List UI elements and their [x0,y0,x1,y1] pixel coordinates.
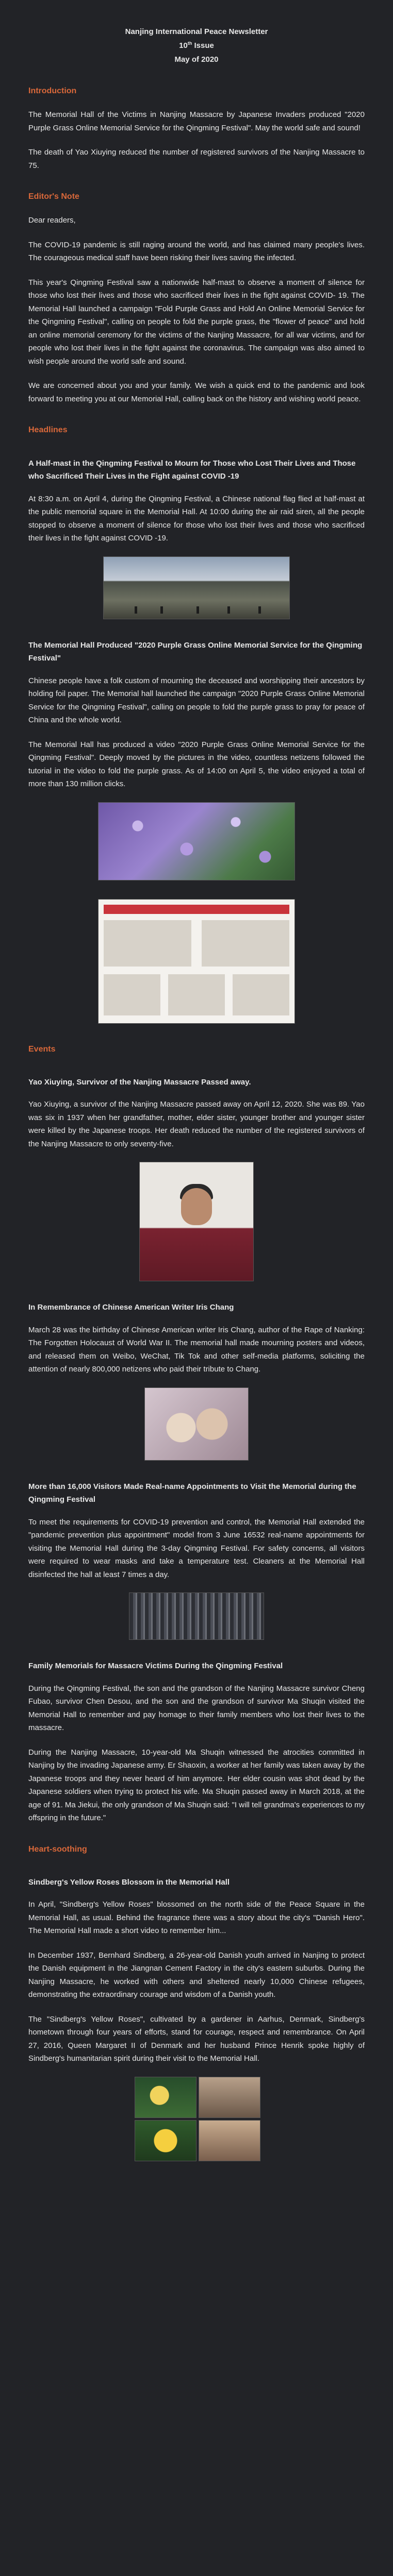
survivor-portrait-photo [139,1162,254,1281]
web-block [202,920,289,967]
event4-body: During the Nanjing Massacre, 10-year-old Ma Shuqin witnessed the atrocities committed in Nanjing by the invading Japanese army. Er Shaoxin, a worker at her family was taken away by the Japanese troops and they never heard of him anymore. Her elder cousin was shot dead by the Japanese soldiers when trying to protect his wife. Ma Shuqin passed away in March 2018, at the age of 91. Ma Jiekui, the only grandson of Ma Shuqin said: "I will tell grandma's experiences to my offspring in the future." [28,1748,365,1823]
event2-title: In Remembrance of Chinese American Writer Iris Chang [28,1303,234,1312]
heart1-body: In December 1937, Bernhard Sindberg, a 26-year-old Danish youth arrived in Nanjing to protect the Danish equipment in the Jiangnan Cement Factory in the city's eastern suburbs. During the Nanjing Massacre, he worked with others and sheltered nearly 10,000 Chinese refugees, demonstrating the extraordinary courage and wisdom of a Danish youth. [28,1951,365,1999]
headline2-body: Chinese people have a folk custom of mourning the deceased and worshipping their ancestors by holding foil paper. The Memorial hall launched the campaign "2020 Purple Grass Online Memorial Service for the Qingming Festival", calling on people to fold the purple grass to pray for peace of China and the whole world. [28,676,365,725]
roses-photo [135,2120,196,2161]
event1-title: Yao Xiuying, Survivor of the Nanjing Massacre Passed away. [28,1077,251,1087]
issue-number [28,39,365,53]
web-block [104,974,160,1015]
webpage-screenshot-photo [98,899,295,1024]
sindberg-photo [199,2120,260,2161]
event4-body: During the Qingming Festival, the son and the grandson of the Nanjing Massacre survivor Cheng Fubao, survivor Chen Desou, and the son and the grandson of survivor Ma Shuqin visited the Memorial Hall to remember and pay homage to their family members who lost their lives to the massacre. [28,1684,365,1733]
issue-num: 10 [179,41,188,50]
headline2-body: The Memorial Hall has produced a video "2020 Purple Grass Online Memorial Service for the Qingming Festival". Deeply moved by the pictures in the video, countless netizens followed the tutorial in the video to fold the purple grass. As of 14:00 on April 5, the video enjoyed a total of more than 130 million clicks. [28,740,365,789]
web-block [104,920,191,967]
roses-photo [135,2077,196,2118]
section-events: Events [28,1044,56,1054]
visitors-queue-photo [129,1592,264,1640]
intro-paragraph: The Memorial Hall of the Victims in Nanjing Massacre by Japanese Invaders produced "2020 Purple Grass Online Memorial Service for the Qingming Festival". May the world safe and sound! [28,110,365,132]
newsletter-name: Nanjing International Peace Newsletter [125,27,268,36]
memorial-poster-photo [144,1387,249,1461]
event1-body: Yao Xiuying, a survivor of the Nanjing Massacre passed away on April 12, 2020. She was 89. Yao was six in 1937 when her grandfather, mother, elder sister, younger brother and younger sister were killed by the Japanese troops. Her death reduced the number of the registered survivors of the Nanjing Massacre to only seventy-five. [28,1100,365,1148]
heart1-body: The "Sindberg's Yellow Roses", cultivated by a gardener in Aarhus, Denmark, Sindberg's hometown through four years of efforts, stand for courage, respect and remembrance. On April 27, 2016, Queen Margaret II of Denmark and her husband Prince Henrik spoke highly of Sindberg's humanitarian spirit during their visit to the Memorial Hall. [28,2014,365,2063]
editor-paragraph: This year's Qingming Festival saw a nationwide half-mast to observe a moment of silence for those who lost their lives and those who sacrificed their lives in the fight against COVID- 19. The Memorial Hall launched a campaign "Fold Purple Grass and Hold An Online Memorial Service for the Qingming Festival", calling on people to fold the purple grass, the "flower of peace" and hold an online memorial ceremony for the victims of the Nanjing Massacre, for all war victims, and for people who lost their lives in the fight against the coronavirus. The campaign was also aimed to wish people around the world safe and sound. [28,278,365,366]
editor-paragraph: Dear readers, [28,216,76,225]
figure-shape [258,606,261,614]
editor-paragraph: The COVID-19 pandemic is still raging around the world, and has claimed many people's lives. The courageous medical staff have been risking their lives saving the infected. [28,240,365,263]
heart1-body: In April, "Sindberg's Yellow Roses" blossomed on the north side of the Peace Square in the Memorial Hall, as usual. Behind the fragrance there was a story about the city's "Danish Hero". The Memorial Hall made a short video to remember him... [28,1900,365,1936]
figure-shape [196,606,199,614]
flag-ceremony-photo [103,556,290,619]
headline1-title: A Half-mast in the Qingming Festival to Mourn for Those who Lost Their Lives and Those who Sacrificed Their Lives in the Fight against COVID -19 [28,459,356,481]
intro-paragraph: The death of Yao Xiuying reduced the number of registered survivors of the Nanjing Massacre to 75. [28,148,365,170]
section-editors-note: Editor's Note [28,192,79,201]
masthead [28,25,365,66]
figure-shape [227,606,230,614]
headline2-title: The Memorial Hall Produced "2020 Purple Grass Online Memorial Service for the Qingming Festival" [28,640,363,663]
portrait-head [181,1188,212,1225]
issue-word: Issue [192,41,214,50]
figure-shape [135,606,137,614]
issue-sup: th [187,41,192,46]
editor-paragraph: We are concerned about you and your family. We wish a quick end to the pandemic and look forward to meeting you at our Memorial Hall, calling back on the history and wishing world peace. [28,381,365,403]
section-introduction: Introduction [28,87,77,95]
headline1-body: At 8:30 a.m. on April 4, during the Qingming Festival, a Chinese national flag flied at half-mast at the public memorial square in the Memorial Hall. At 10:00 during the air raid siren, all the people stopped to observe a moment of silence for those who lost their lives and those who sacrificed their lives in the fight against COVID -19. [28,494,365,543]
figure-shape [160,606,163,614]
web-block [168,974,225,1015]
event2-body: March 28 was the birthday of Chinese American writer Iris Chang, author of the Rape of Nanking: The Forgotten Holocaust of World War II. The memorial hall made mourning posters and videos, and released them on Weibo, WeChat, Tik Tok and other self-media platforms, soliciting the attention of nearly 800,000 netizens who paid their tribute to Chang. [28,1325,365,1374]
heart1-title: Sindberg's Yellow Roses Blossom in the Memorial Hall [28,1877,230,1887]
web-banner [104,905,289,914]
web-block [233,974,289,1015]
section-headlines: Headlines [28,426,68,435]
sindberg-photo [199,2077,260,2118]
event3-body: To meet the requirements for COVID-19 prevention and control, the Memorial Hall extended the "pandemic prevention plus appointment" model from 3 June 16532 real-name appointments for visiting the Memorial Hall during the 3-day Qingming Festival. For safety concerns, all visitors were required to wear masks and take a temperature test. Cleaners at the Memorial Hall disinfected the hall at least 7 times a day. [28,1517,365,1579]
issue-date: May of 2020 [174,55,219,64]
event4-title: Family Memorials for Massacre Victims During the Qingming Festival [28,1662,283,1671]
event3-title: More than 16,000 Visitors Made Real-name Appointments to Visit the Memorial during the Qingming Festival [28,1482,356,1504]
yellow-roses-photos [135,2077,258,2161]
section-heart-soothing: Heart-soothing [28,1844,87,1854]
purple-grass-photo [98,802,295,880]
